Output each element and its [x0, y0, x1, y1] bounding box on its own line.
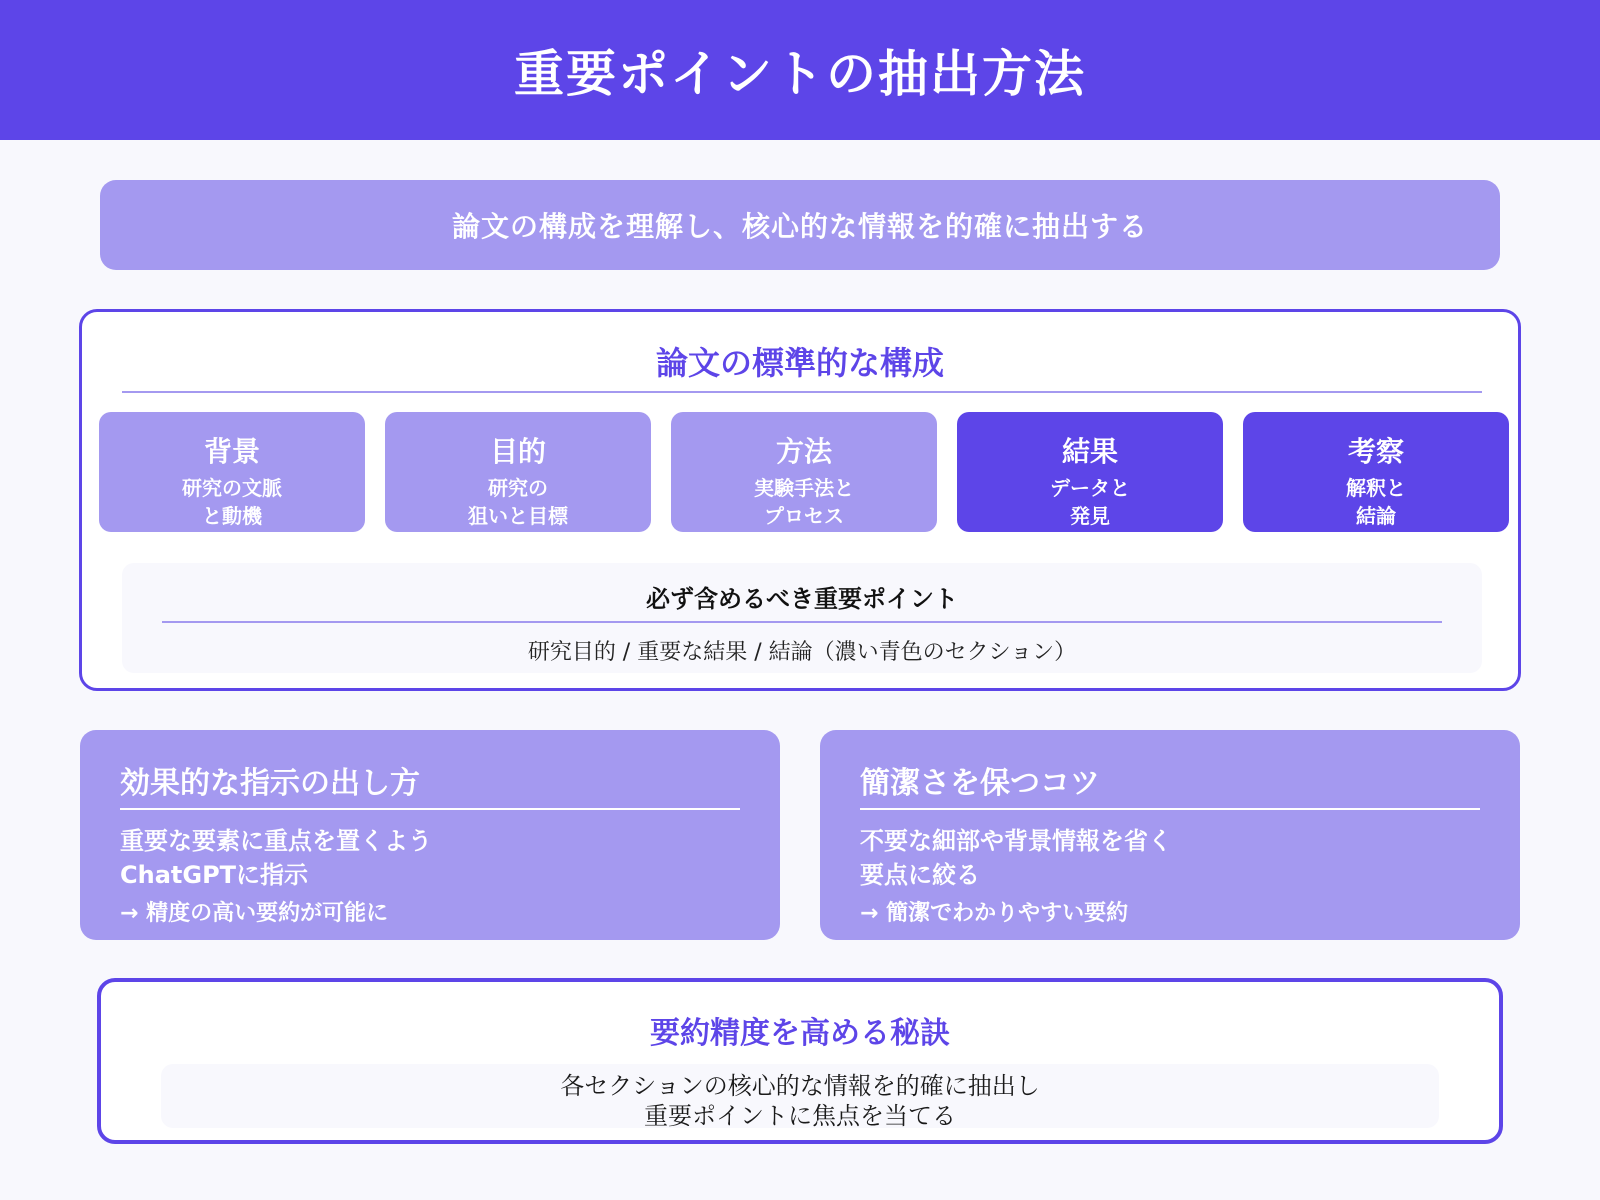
tip-body-line: 要点に絞る — [860, 861, 980, 889]
section-desc-line: と動機 — [202, 504, 262, 528]
section-card-method — [671, 412, 937, 532]
structure-panel — [79, 309, 1521, 691]
page-title: 重要ポイントの抽出方法 — [514, 45, 1086, 103]
must-include-box — [122, 563, 1482, 673]
structure-title: 論文の標準的な構成 — [655, 344, 944, 382]
section-name: 背景 — [203, 435, 260, 468]
section-name: 方法 — [775, 435, 832, 468]
section-desc-line: 実験手法と — [754, 476, 854, 500]
secret-panel — [97, 978, 1503, 1144]
section-card-discussion — [1243, 412, 1509, 532]
section-name: 結果 — [1061, 435, 1118, 468]
section-name: 考察 — [1347, 435, 1404, 468]
section-card-background — [99, 412, 365, 532]
section-desc-line: データと — [1050, 476, 1130, 500]
secret-line: 各セクションの核心的な情報を的確に抽出し — [560, 1072, 1040, 1100]
tip-divider — [860, 808, 1480, 810]
secret-title: 要約精度を高める秘訣 — [650, 1016, 950, 1051]
tip-result: → 精度の高い要約が可能に — [120, 901, 389, 926]
tip-card-instructions — [80, 730, 780, 940]
section-desc-line: 研究の — [488, 476, 548, 500]
section-card-purpose — [385, 412, 651, 532]
tip-title: 簡潔さを保つコツ — [860, 766, 1100, 801]
header-banner — [0, 0, 1600, 140]
section-desc-line: 狙いと目標 — [468, 504, 568, 528]
must-include-title: 必ず含めるべき重要ポイント — [646, 585, 958, 613]
tip-body — [120, 824, 740, 892]
section-list — [99, 412, 1509, 532]
section-desc-line: 研究の文脈 — [182, 476, 282, 500]
structure-divider — [122, 391, 1482, 393]
tip-body — [860, 824, 1480, 892]
tip-card-conciseness — [820, 730, 1520, 940]
section-description — [99, 474, 365, 530]
secret-text-box — [161, 1064, 1439, 1128]
section-card-results — [957, 412, 1223, 532]
section-description — [385, 474, 651, 530]
tip-body-line: 不要な細部や背景情報を省く — [860, 827, 1172, 855]
tip-body-line: 重要な要素に重点を置くよう — [120, 827, 432, 855]
section-desc-line: 発見 — [1070, 504, 1110, 528]
section-desc-line: 解釈と — [1346, 476, 1406, 500]
section-name: 目的 — [489, 435, 546, 468]
tip-result: → 簡潔でわかりやすい要約 — [860, 901, 1129, 926]
section-desc-line: 結論 — [1356, 504, 1396, 528]
must-include-divider — [162, 621, 1442, 623]
section-description — [1243, 474, 1509, 530]
intro-banner: 論文の構成を理解し、核心的な情報を的確に抽出する — [100, 180, 1500, 270]
tip-body-line: ChatGPTに指示 — [120, 861, 309, 889]
secret-line: 重要ポイントに焦点を当てる — [644, 1102, 956, 1130]
tip-divider — [120, 808, 740, 810]
tip-title: 効果的な指示の出し方 — [120, 766, 420, 801]
section-description — [957, 474, 1223, 530]
section-desc-line: プロセス — [764, 504, 844, 528]
section-description — [671, 474, 937, 530]
must-include-text: 研究目的 / 重要な結果 / 結論（濃い青色のセクション） — [527, 640, 1077, 665]
